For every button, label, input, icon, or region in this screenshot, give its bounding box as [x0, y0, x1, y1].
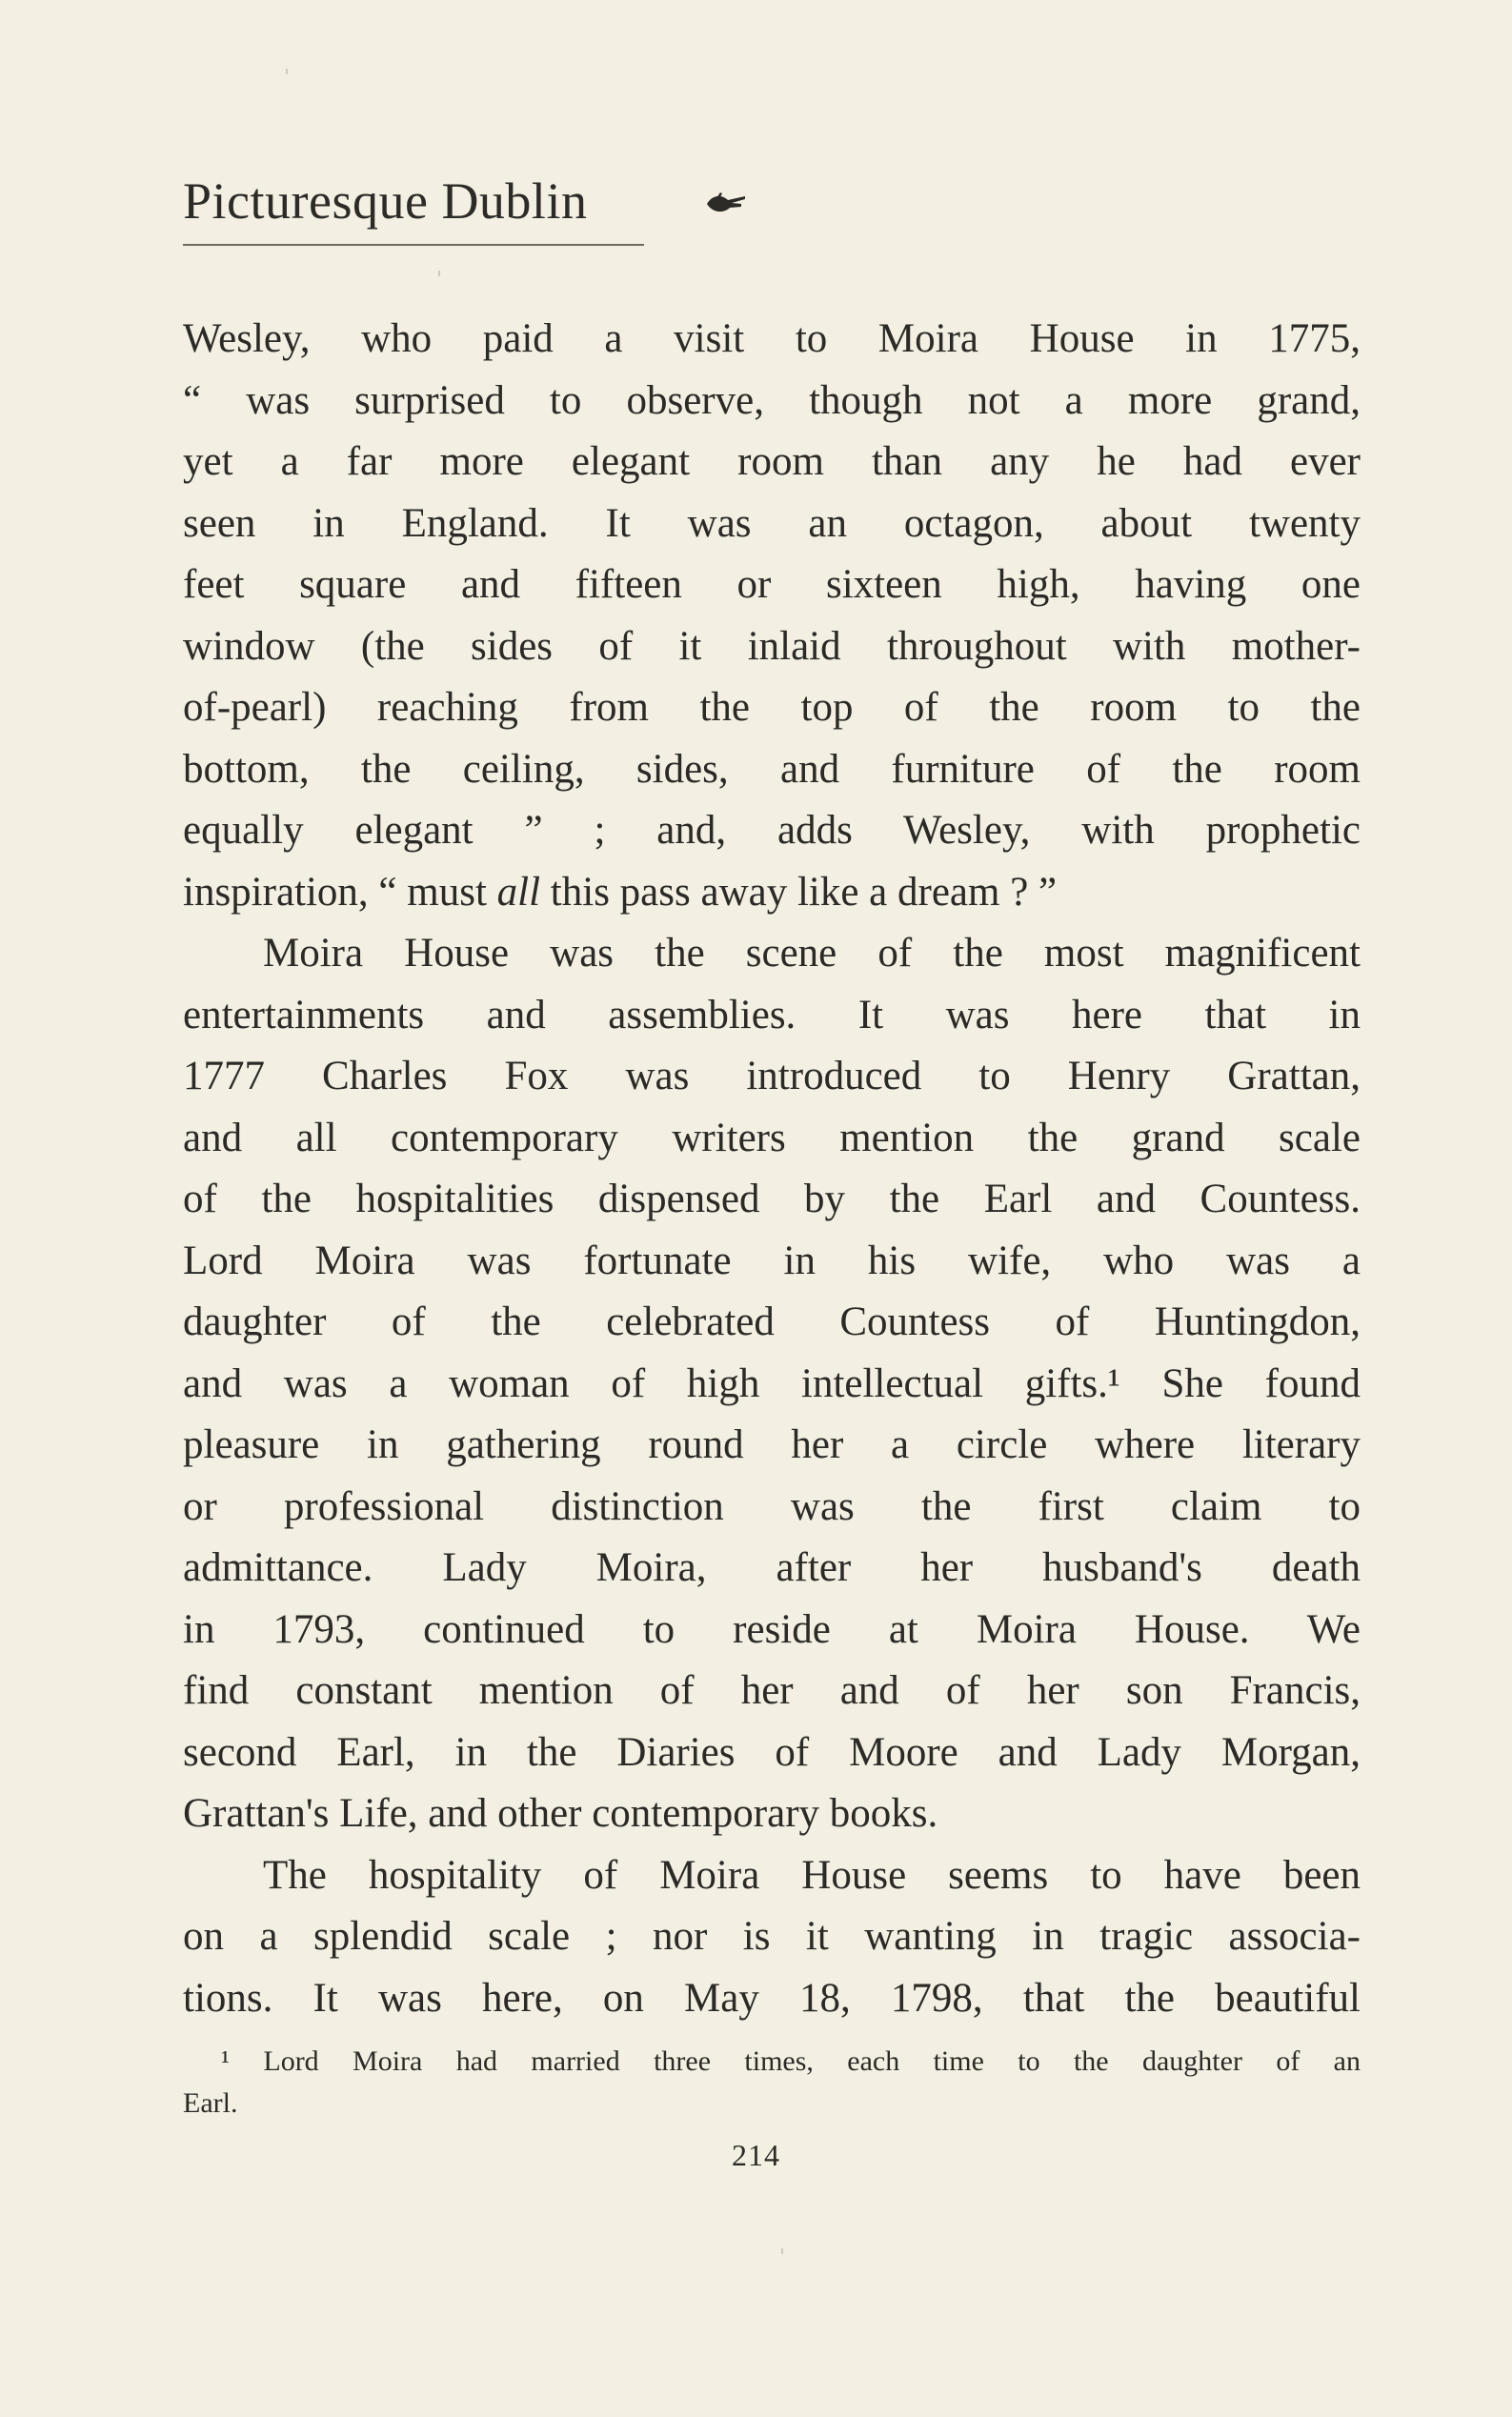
- body-text: [183, 309, 1361, 2029]
- text-line: pleasure in gathering round her a circle where literary: [183, 1422, 1361, 1467]
- text-line: and all contemporary writers mention the grand scale: [183, 1115, 1361, 1160]
- text-line: bottom, the ceiling, sides, and furniture of the room: [183, 746, 1361, 792]
- text-line: Grattan's Life, and other contemporary books.: [183, 1791, 938, 1836]
- text-line: on a splendid scale ; nor is it wanting in tragic associa-: [183, 1914, 1361, 1959]
- text-line: in 1793, continued to reside at Moira House. We: [183, 1606, 1361, 1652]
- page-number: 214: [732, 2138, 780, 2172]
- text-line: second Earl, in the Diaries of Moore and Lady Morgan,: [183, 1729, 1361, 1775]
- text-line: entertainments and assemblies. It was here that in: [183, 992, 1361, 1037]
- text-line: feet square and fifteen or sixteen high, having one: [183, 562, 1361, 607]
- text-line: tions. It was here, on May 18, 1798, that the beautiful: [183, 1975, 1361, 2021]
- paper-speck: [286, 69, 288, 74]
- text-line: 1777 Charles Fox was introduced to Henry Grattan,: [183, 1054, 1361, 1098]
- text-line: daughter of the celebrated Countess of Huntingdon,: [183, 1299, 1361, 1344]
- paper-speck: [781, 2248, 783, 2254]
- text-line: Lord Moira was fortunate in his wife, who was a: [183, 1238, 1361, 1283]
- text-line: Wesley, who paid a visit to Moira House in 1775,: [183, 316, 1361, 361]
- italic-word: all: [496, 869, 541, 915]
- text-line-with-italic: inspiration, “ must all this pass away like a dream ? ”: [183, 869, 1058, 915]
- header-rule: [183, 244, 644, 246]
- footnote-line: Earl.: [183, 2087, 238, 2119]
- text-line: or professional distinction was the first claim to: [183, 1483, 1361, 1529]
- text-line: and was a woman of high intellectual gifts.¹ She found: [183, 1360, 1361, 1406]
- text-line: of-pearl) reaching from the top of the room to the: [183, 685, 1361, 730]
- text-line: yet a far more elegant room than any he had ever: [183, 439, 1361, 484]
- text-line: of the hospitalities dispensed by the Earl and Countess.: [183, 1177, 1361, 1221]
- text-line: Moira House was the scene of the most magnificent: [263, 931, 1361, 976]
- paper-speck: [438, 271, 440, 276]
- footnotes: [183, 2041, 1361, 2125]
- text-line: seen in England. It was an octagon, about twenty: [183, 500, 1361, 546]
- text-line: equally elegant ” ; and, adds Wesley, with prophetic: [183, 808, 1361, 853]
- footnote-line: ¹ Lord Moira had married three times, each time to the daughter of an: [221, 2045, 1361, 2077]
- text-line: “ was surprised to observe, though not a more grand,: [183, 377, 1361, 423]
- text-line: find constant mention of her and of her son Francis,: [183, 1668, 1361, 1713]
- running-title: Picturesque Dublin: [183, 172, 588, 230]
- text-line: The hospitality of Moira House seems to have been: [263, 1852, 1361, 1898]
- pointing-hand-ornament-icon: [703, 187, 749, 217]
- text-line: admittance. Lady Moira, after her husband's death: [183, 1545, 1361, 1590]
- text-line: window (the sides of it inlaid throughout with mother-: [183, 623, 1361, 669]
